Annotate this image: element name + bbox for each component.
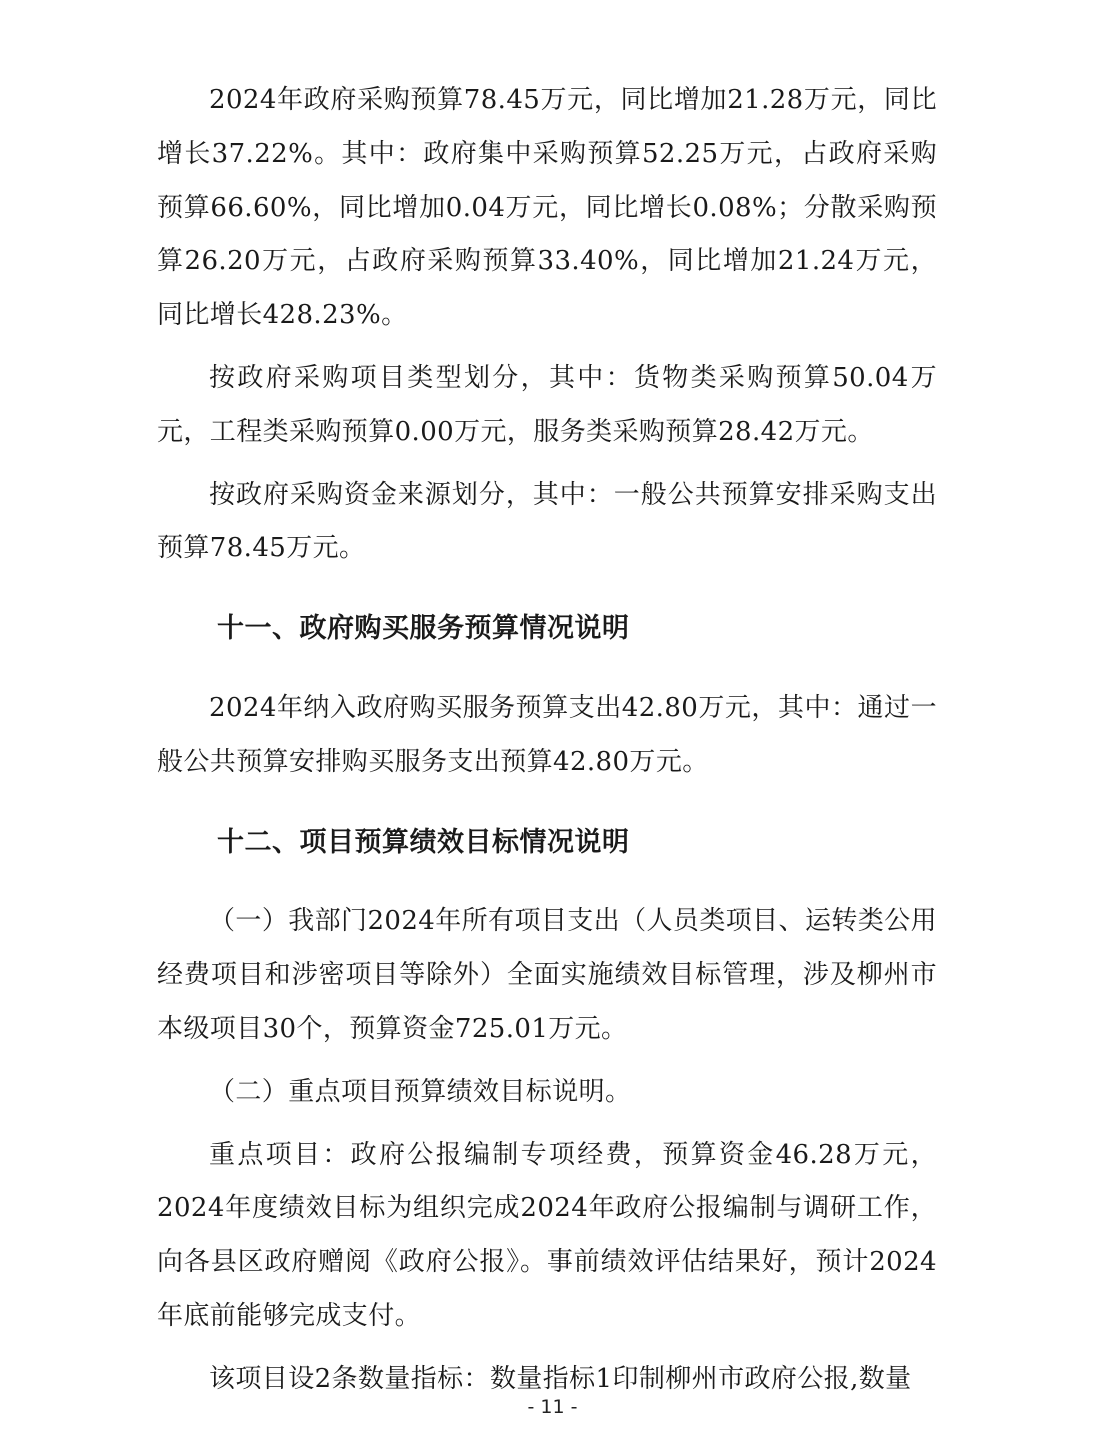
paragraph-procurement-by-type: 按政府采购项目类型划分，其中：货物类采购预算50.04万元，工程类采购预算0.00万元，服务类采购预算28.42万元。 xyxy=(157,362,937,447)
page-number: - 11 - xyxy=(527,1396,578,1418)
paragraph-key-project-title: （二）重点项目预算绩效目标说明。 xyxy=(209,1076,632,1107)
paragraph-procurement-by-source: 按政府采购资金来源划分，其中：一般公共预算安排采购支出预算78.45万元。 xyxy=(157,479,937,564)
section-heading-11: 十一、政府购买服务预算情况说明 xyxy=(217,613,630,645)
paragraph-procurement-budget: 2024年政府采购预算78.45万元，同比增加21.28万元，同比增长37.22%。其中：政府集中采购预算52.25万元，占政府采购预算66.60%，同比增加0.04万元，同比增长0.08%；分散采购预算26.20万元，占政府采购预算33.40%，同比增加21.24万元，同比增长428.23%。 xyxy=(157,85,937,331)
section-heading-12: 十二、项目预算绩效目标情况说明 xyxy=(217,826,630,858)
paragraph-service-purchase: 2024年纳入政府购买服务预算支出42.80万元，其中：通过一般公共预算安排购买服务支出预算42.80万元。 xyxy=(157,692,937,777)
paragraph-quantity-indicators: 该项目设2条数量指标：数量指标1印制柳州市政府公报,数量 xyxy=(209,1363,912,1394)
page-content xyxy=(157,74,937,1407)
paragraph-performance-scope: （一）我部门2024年所有项目支出（人员类项目、运转类公用经费项目和涉密项目等除外）全面实施绩效目标管理，涉及柳州市本级项目30个，预算资金725.01万元。 xyxy=(157,906,937,1044)
paragraph-key-project: 重点项目：政府公报编制专项经费，预算资金46.28万元，2024年度绩效目标为组织完成2024年政府公报编制与调研工作，向各县区政府赠阅《政府公报》。事前绩效评估结果好，预计2024年底前能够完成支付。 xyxy=(157,1139,937,1331)
